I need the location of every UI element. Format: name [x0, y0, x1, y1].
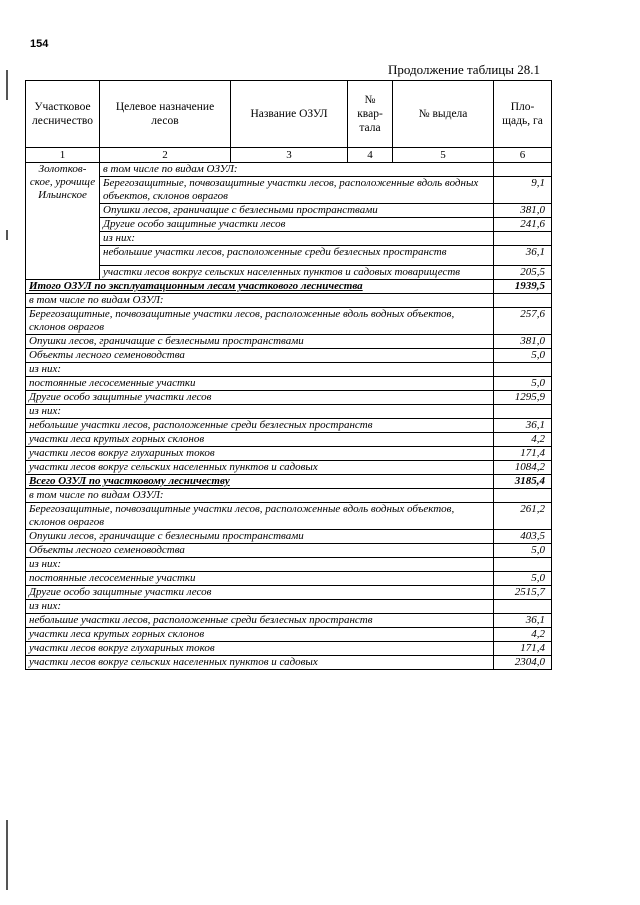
row-value: 381,0 — [494, 204, 552, 218]
table-row — [26, 503, 552, 530]
row-value — [494, 294, 552, 308]
row-label: небольшие участки лесов, расположенные среди безлесных пространств — [26, 614, 494, 628]
total-label: Всего ОЗУЛ по участковому лесничеству — [26, 475, 494, 489]
table-row — [26, 642, 552, 656]
row-label: постоянные лесосеменные участки — [26, 572, 494, 586]
table-row — [26, 391, 552, 405]
table-row — [26, 308, 552, 335]
column-number: 4 — [348, 148, 393, 163]
row-value: 36,1 — [494, 614, 552, 628]
row-label: из них: — [26, 558, 494, 572]
header-section: № выдела — [393, 81, 494, 148]
row-label: участки лесов вокруг глухариных токов — [26, 642, 494, 656]
table-row — [26, 363, 552, 377]
row-value: 205,5 — [494, 266, 552, 280]
row-value: 257,6 — [494, 308, 552, 335]
table-row — [26, 349, 552, 363]
row-label: Объекты лесного семеноводства — [26, 349, 494, 363]
row-value: 36,1 — [494, 419, 552, 433]
row-value — [494, 405, 552, 419]
row-value — [494, 600, 552, 614]
table-row — [26, 433, 552, 447]
row-label: участки лесов вокруг сельских населенных пунктов и садовых — [26, 461, 494, 475]
table-row — [26, 586, 552, 600]
row-value: 2304,0 — [494, 656, 552, 670]
table-row — [26, 572, 552, 586]
table-row — [26, 335, 552, 349]
table-row — [26, 614, 552, 628]
table-row — [26, 461, 552, 475]
row-value: 381,0 — [494, 335, 552, 349]
row-label: участки лесов вокруг сельских населенных пунктов и садовых — [26, 656, 494, 670]
row-value: 241,6 — [494, 218, 552, 232]
row-label: Другие особо защитные участки лесов — [100, 218, 494, 232]
row-label: из них: — [100, 232, 494, 246]
row-label: участки леса крутых горных склонов — [26, 628, 494, 642]
row-value — [494, 163, 552, 177]
total-value: 1939,5 — [494, 280, 552, 294]
row-label: Объекты лесного семеноводства — [26, 544, 494, 558]
row-value — [494, 363, 552, 377]
margin-mark — [6, 820, 8, 890]
row-label: Другие особо защитные участки лесов — [26, 391, 494, 405]
table-row — [26, 405, 552, 419]
total-value: 3185,4 — [494, 475, 552, 489]
table-caption: Продолжение таблицы 28.1 — [388, 62, 540, 77]
margin-mark — [6, 70, 8, 100]
row-label: участки леса крутых горных склонов — [26, 433, 494, 447]
row-label: постоянные лесосеменные участки — [26, 377, 494, 391]
column-number: 5 — [393, 148, 494, 163]
row-label: Берегозащитные, почвозащитные участки лесов, расположенные вдоль водных объектов, склонов оврагов — [26, 503, 494, 530]
column-number: 1 — [26, 148, 100, 163]
page-number: 154 — [30, 38, 49, 50]
row-label: участки лесов вокруг глухариных токов — [26, 447, 494, 461]
row-value: 5,0 — [494, 377, 552, 391]
row-value: 171,4 — [494, 447, 552, 461]
table-row — [26, 447, 552, 461]
row-label: из них: — [26, 363, 494, 377]
row-label: Другие особо защитные участки лесов — [26, 586, 494, 600]
row-value: 171,4 — [494, 642, 552, 656]
table-row — [26, 218, 552, 232]
row-label: участки лесов вокруг сельских населенных пунктов и садовых товариществ — [100, 266, 494, 280]
table-row — [26, 656, 552, 670]
column-number-row — [26, 148, 552, 163]
row-label: небольшие участки лесов, расположенные среди безлесных пространств — [100, 246, 494, 266]
row-label: в том числе по видам ОЗУЛ: — [26, 489, 494, 503]
row-label: Опушки лесов, граничащие с безлесными пространствами — [100, 204, 494, 218]
table-row — [26, 558, 552, 572]
table-row — [26, 628, 552, 642]
row-label: Опушки лесов, граничащие с безлесными пространствами — [26, 335, 494, 349]
table-row — [26, 266, 552, 280]
column-number: 3 — [231, 148, 348, 163]
table-row — [26, 232, 552, 246]
row-value: 4,2 — [494, 433, 552, 447]
row-value — [494, 558, 552, 572]
header-row — [26, 81, 552, 148]
row-value — [494, 489, 552, 503]
header-forestry: Участковое лесничество — [26, 81, 100, 148]
header-purpose: Целевое назначение лесов — [100, 81, 231, 148]
row-value: 403,5 — [494, 530, 552, 544]
table-row — [26, 246, 552, 266]
table-row — [26, 489, 552, 503]
table-row — [26, 530, 552, 544]
header-ozul-name: Название ОЗУЛ — [231, 81, 348, 148]
row-value — [494, 232, 552, 246]
table-row — [26, 294, 552, 308]
row-label: из них: — [26, 405, 494, 419]
row-value: 261,2 — [494, 503, 552, 530]
table-row — [26, 600, 552, 614]
table-row — [26, 544, 552, 558]
column-number: 2 — [100, 148, 231, 163]
row-label: в том числе по видам ОЗУЛ: — [100, 163, 494, 177]
ozul-table — [25, 80, 552, 670]
row-value: 36,1 — [494, 246, 552, 266]
table-row — [26, 419, 552, 433]
row-label: в том числе по видам ОЗУЛ: — [26, 294, 494, 308]
row-value: 5,0 — [494, 349, 552, 363]
row-value: 2515,7 — [494, 586, 552, 600]
row-label: из них: — [26, 600, 494, 614]
column-number: 6 — [494, 148, 552, 163]
total-row — [26, 475, 552, 489]
row-label: Берегозащитные, почвозащитные участки лесов, расположенные вдоль водных объектов, склонов оврагов — [100, 177, 494, 204]
row-value: 9,1 — [494, 177, 552, 204]
row-value: 1295,9 — [494, 391, 552, 405]
table-row — [26, 377, 552, 391]
header-quarter: № квар-тала — [348, 81, 393, 148]
table-row — [26, 177, 552, 204]
margin-mark — [6, 230, 8, 240]
row-label: небольшие участки лесов, расположенные среди безлесных пространств — [26, 419, 494, 433]
row-value: 5,0 — [494, 544, 552, 558]
row-value: 1084,2 — [494, 461, 552, 475]
total-row — [26, 280, 552, 294]
table-row — [26, 163, 552, 177]
row-value: 4,2 — [494, 628, 552, 642]
row-label: Берегозащитные, почвозащитные участки лесов, расположенные вдоль водных объектов, склонов оврагов — [26, 308, 494, 335]
forestry-name: Золотков-ское, урочище Ильинское — [26, 163, 100, 280]
row-value: 5,0 — [494, 572, 552, 586]
total-label: Итого ОЗУЛ по эксплуатационным лесам участкового лесничества — [26, 280, 494, 294]
table-row — [26, 204, 552, 218]
header-area: Пло-щадь, га — [494, 81, 552, 148]
row-label: Опушки лесов, граничащие с безлесными пространствами — [26, 530, 494, 544]
